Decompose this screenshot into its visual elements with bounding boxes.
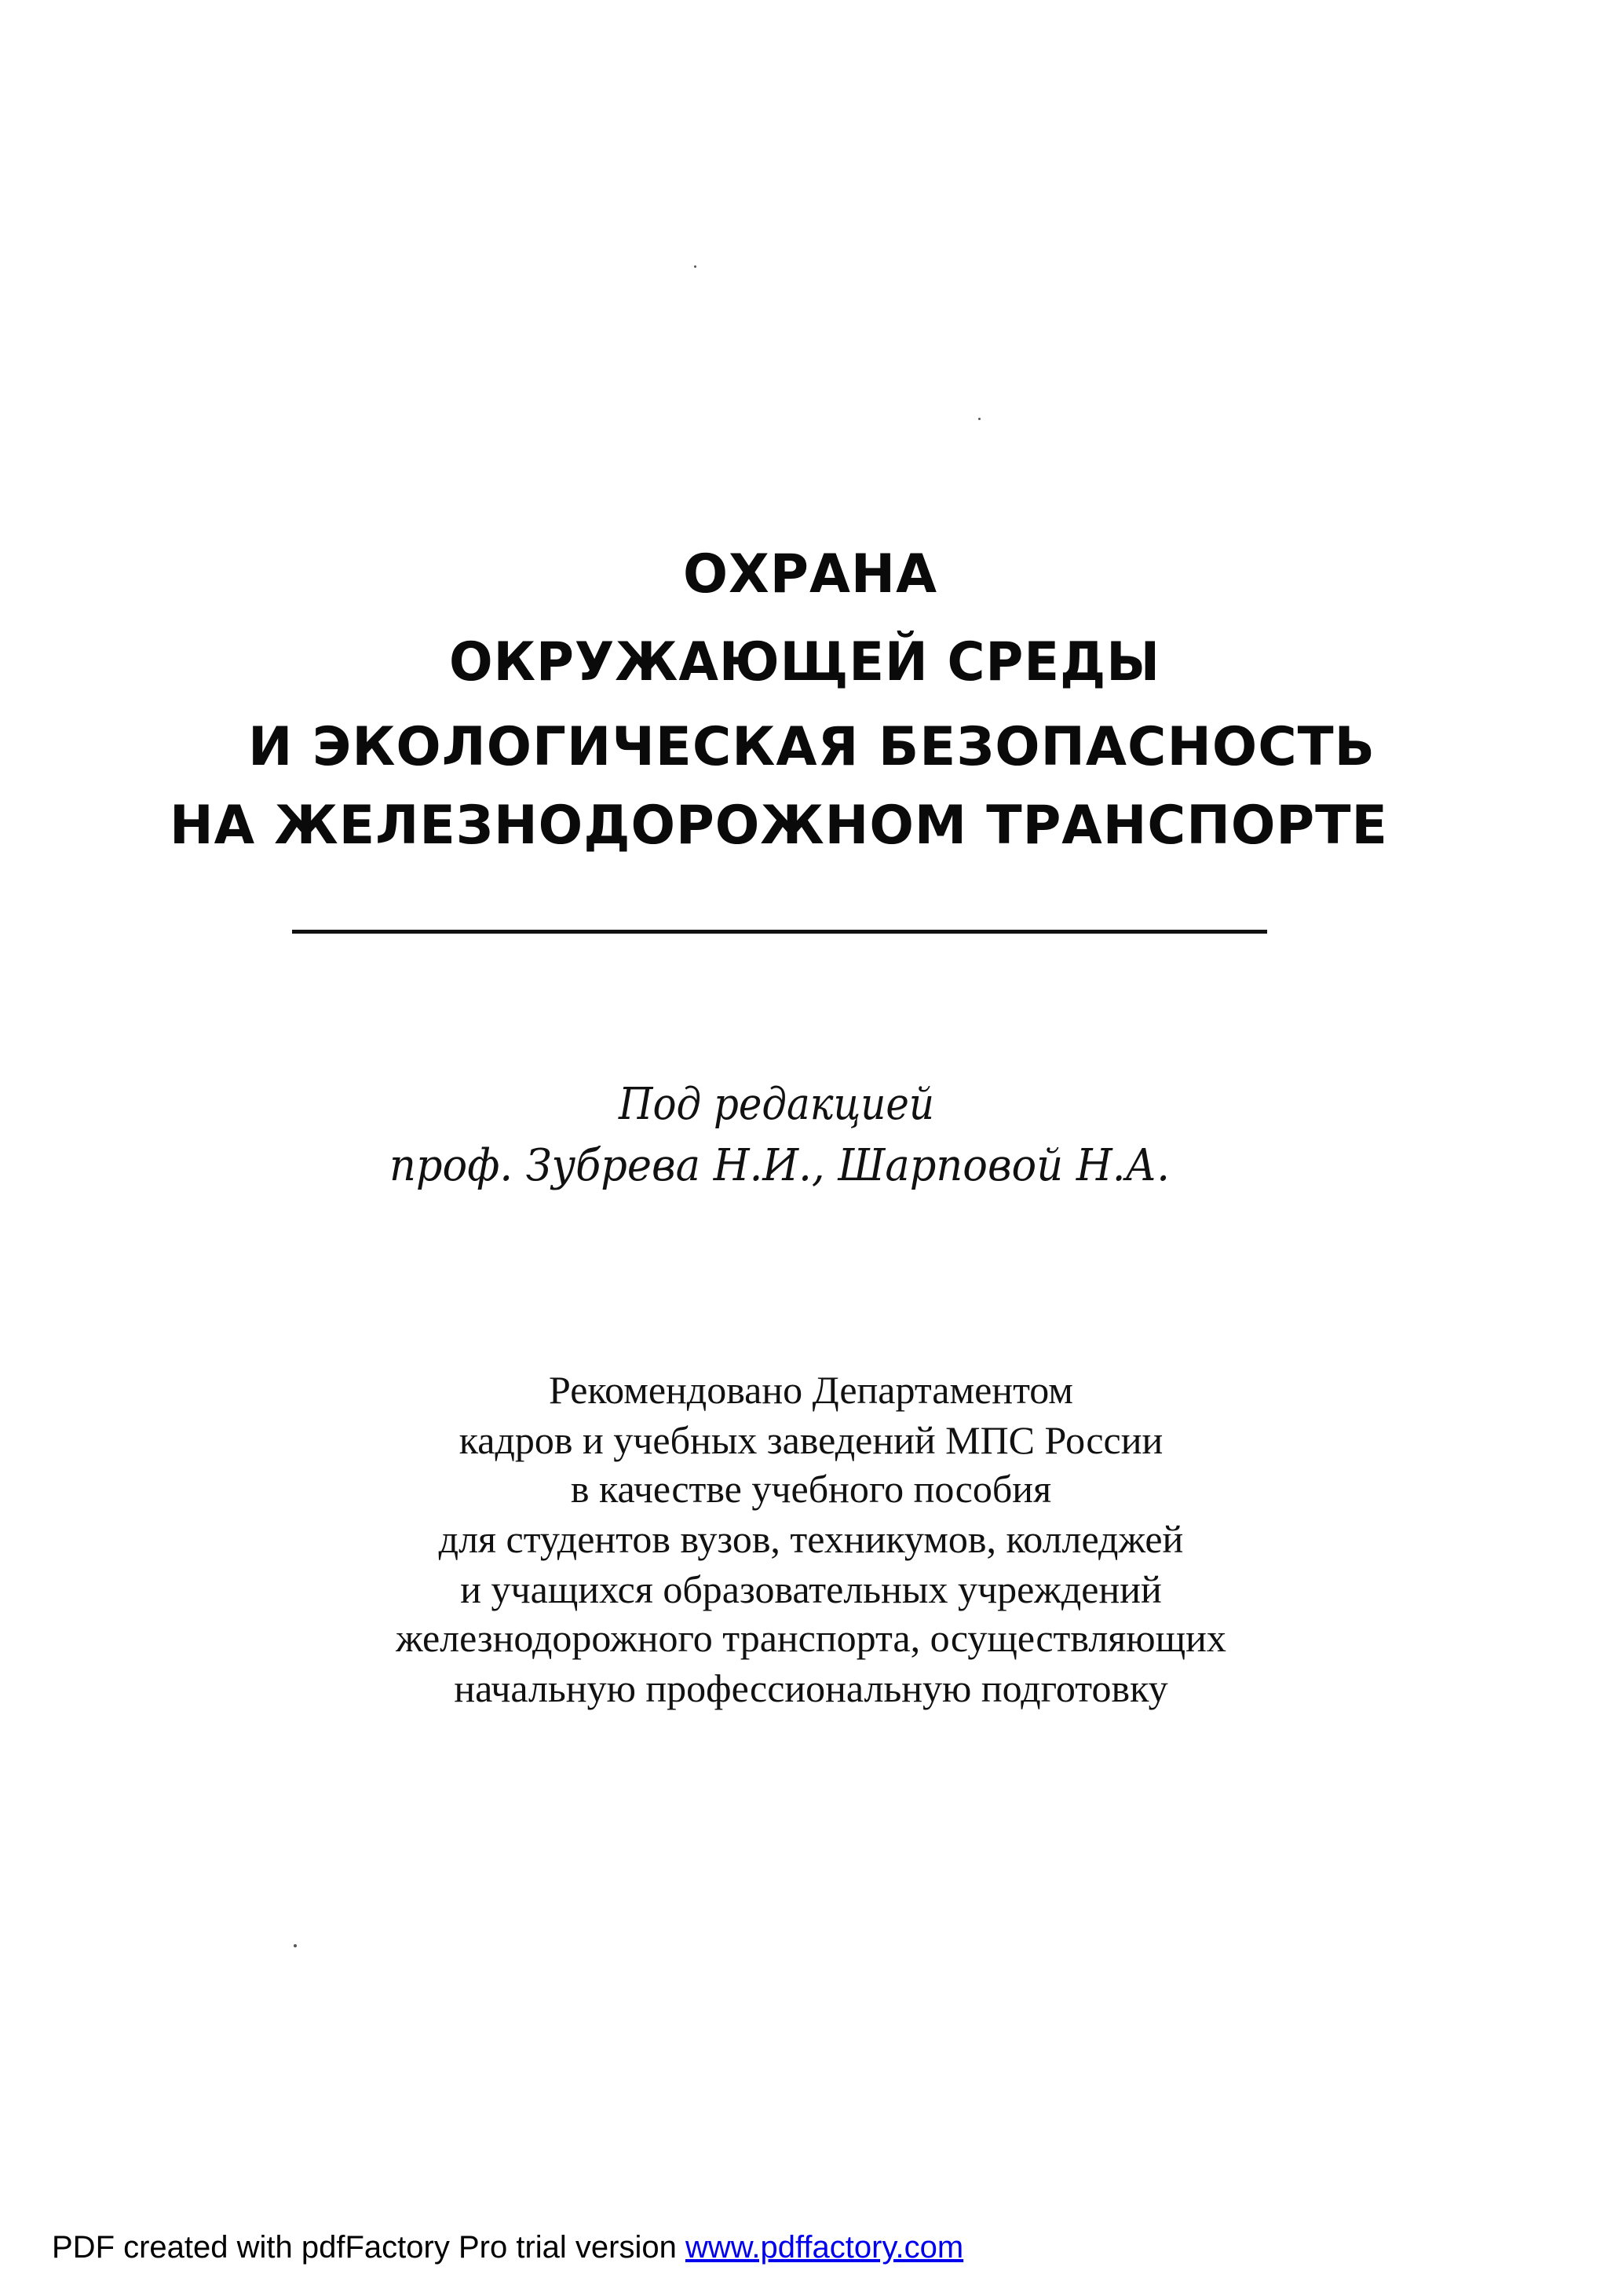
recommendation-line-1: Рекомендовано Департаментом	[549, 1368, 1073, 1412]
recommendation-line-3: в качестве учебного пособия	[570, 1467, 1052, 1511]
recommendation-line-2: кадров и учебных заведений МПС России	[458, 1418, 1164, 1462]
title-line-1: ОХРАНА	[683, 543, 938, 605]
scan-speck	[694, 265, 696, 268]
footer-text: PDF created with pdfFactory Pro trial version	[52, 2230, 685, 2265]
footer-link[interactable]: www.pdffactory.com	[685, 2230, 964, 2265]
scan-speck	[294, 1944, 297, 1947]
recommendation-line-7: начальную профессиональную подготовку	[454, 1666, 1168, 1710]
pdf-footer	[52, 2228, 963, 2266]
recommendation-line-4: для студентов вузов, техникумов, колледжей	[438, 1517, 1184, 1561]
recommendation-line-5: и учащихся образовательных учреждений	[460, 1567, 1162, 1611]
editors-names: проф. Зубрева Н.И., Шарповой Н.А.	[389, 1140, 1170, 1191]
editors-heading: Под редакцией	[619, 1079, 935, 1130]
recommendation-line-6: железнодорожного транспорта, осуществляющих	[396, 1616, 1226, 1660]
title-line-4: НА ЖЕЛЕЗНОДОРОЖНОМ ТРАНСПОРТЕ	[170, 795, 1388, 857]
scan-speck	[978, 418, 981, 420]
title-line-3: И ЭКОЛОГИЧЕСКАЯ БЕЗОПАСНОСТЬ	[248, 716, 1376, 778]
title-line-2: ОКРУЖАЮЩЕЙ СРЕДЫ	[449, 631, 1160, 693]
title-divider	[292, 930, 1267, 934]
